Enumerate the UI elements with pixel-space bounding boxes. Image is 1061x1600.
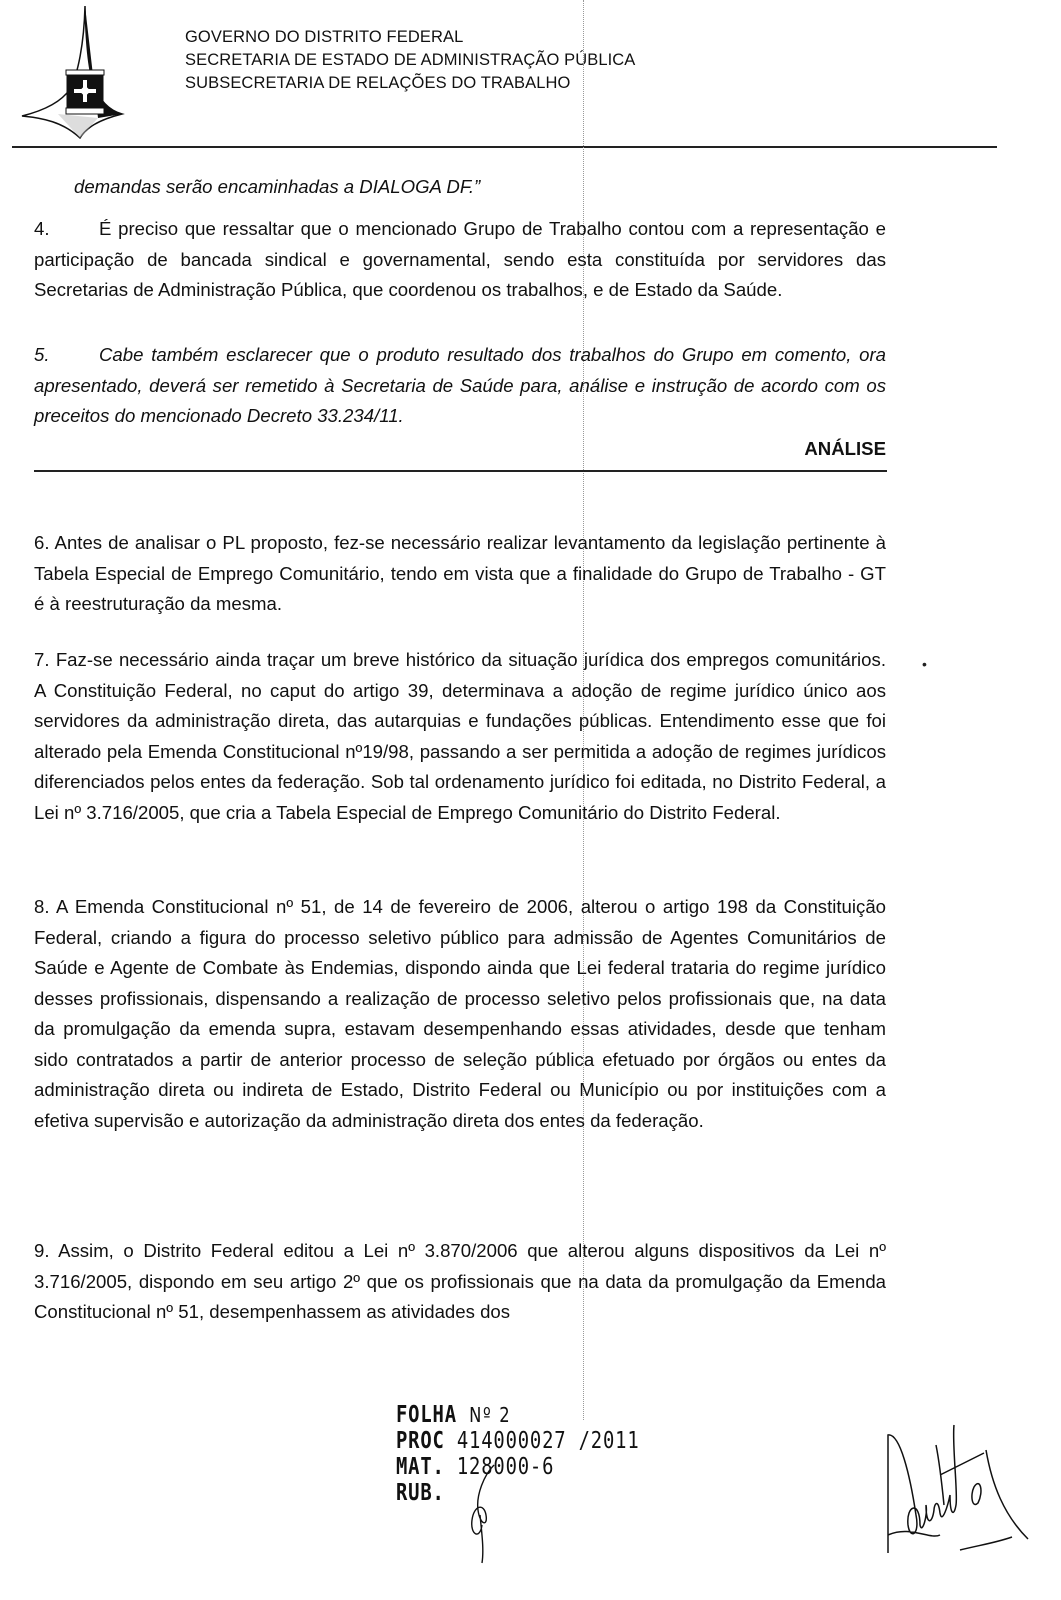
letterhead-line-subsecretariat: SUBSECRETARIA DE RELAÇÕES DO TRABALHO bbox=[185, 74, 571, 92]
paragraph-6 bbox=[34, 528, 886, 620]
paragraph-4 bbox=[34, 214, 886, 306]
stamp-mat-value: 128000-6 bbox=[456, 1454, 555, 1480]
scan-speck: • bbox=[922, 656, 927, 672]
paragraph-8 bbox=[34, 892, 886, 1136]
stamp-proc-value: 414000027 /2011 bbox=[456, 1428, 640, 1454]
stamp-mat-label: MAT. bbox=[396, 1454, 445, 1480]
brasilia-coat-of-arms-icon bbox=[18, 4, 148, 139]
paragraph-text: Antes de analisar o PL proposto, fez-se necessário realizar levantamento da legislação pertinente à Tabela Especial de Emprego Comunitário, tendo em vista que a finalidade do Grupo de Trabalho - GT é à reestruturação da mesma. bbox=[34, 532, 886, 614]
stamp-rub-label: RUB. bbox=[396, 1480, 445, 1506]
stamp-folha-value: Nº 2 bbox=[469, 1403, 512, 1427]
paragraph-5 bbox=[34, 340, 886, 432]
letterhead-line-secretariat: SECRETARIA DE ESTADO DE ADMINISTRAÇÃO PÚBLICA bbox=[185, 51, 636, 69]
stamp-folha-label: FOLHA bbox=[396, 1402, 457, 1428]
paragraph-text: Assim, o Distrito Federal editou a Lei nº 3.870/2006 que alterou alguns dispositivos da Lei nº 3.716/2005, dispondo em seu artigo 2º que os profissionais que na data da promulgação da Emenda Constitucional nº 51, desempenhassem as atividades dos bbox=[34, 1240, 887, 1322]
paragraph-text: Cabe também esclarecer que o produto resultado dos trabalhos do Grupo em comento, ora apresentado, deverá ser remetido à Secretaria de Saúde para, análise e instrução de acordo com os preceitos do mencionado Decreto 33.234/11. bbox=[34, 344, 886, 426]
section-divider bbox=[34, 470, 887, 472]
paragraph-number: 7. bbox=[34, 649, 50, 670]
letterhead bbox=[185, 26, 635, 95]
paragraph-9 bbox=[34, 1236, 886, 1328]
paragraph-7 bbox=[34, 645, 886, 828]
letterhead-line-government: GOVERNO DO DISTRITO FEDERAL bbox=[185, 28, 464, 46]
paragraph-number: 6. bbox=[34, 532, 50, 553]
paragraph-number: 5. bbox=[34, 344, 50, 365]
paragraph-text: É preciso que ressaltar que o mencionado Grupo de Trabalho contou com a representação e participação de bancada sindical e governamental, sendo esta constituída por servidores das Secretarias de Administração Pública, que coordenou os trabalhos, e de Estado da Saúde. bbox=[34, 218, 886, 300]
section-title-analise: ANÁLISE bbox=[804, 438, 886, 459]
paragraph-number: 4. bbox=[34, 218, 50, 239]
paragraph-number: 8. bbox=[34, 896, 50, 917]
handwritten-signature-icon bbox=[880, 1405, 1040, 1565]
stamp-proc-label: PROC bbox=[396, 1428, 445, 1454]
initials-signature-icon bbox=[466, 1455, 506, 1565]
paragraph-text: A Emenda Constitucional nº 51, de 14 de fevereiro de 2006, alterou o artigo 198 da Constituição Federal, criando a figura do processo seletivo público para admissão de Agentes Comunitários de Saúde e Agente de Combate às Endemias, dispondo ainda que Lei federal trataria do regime jurídico desses profissionais, dispensando a realização de processo seletivo pelos profissionais que, na data da promulgação da emenda supra, estavam desempenhando essas atividades, desde que tenham sido contratados a partir de anterior processo de seleção pública efetuado por órgãos ou entes da administração direta ou indireta de Estado, Distrito Federal ou Município ou por instituições com a efetiva supervisão e autorização da administração direta dos entes da federação. bbox=[34, 896, 887, 1131]
paragraph-text: Faz-se necessário ainda traçar um breve histórico da situação jurídica dos empregos comunitários. A Constituição Federal, no caput do artigo 39, determinava a adoção de regime jurídico único aos servidores da administração direta, das autarquias e fundações públicas. Entendimento esse que foi alterado pela Emenda Constitucional nº19/98, passando a ser permitida a adoção de regimes jurídicos diferenciados pelos entes da federação. Sob tal ordenamento jurídico foi editada, no Distrito Federal, a Lei nº 3.716/2005, que cria a Tabela Especial de Emprego Comunitário do Distrito Federal. bbox=[34, 649, 886, 823]
paragraph-number: 9. bbox=[34, 1240, 50, 1261]
quote-continuation bbox=[34, 172, 886, 203]
quote-end-text: demandas serão encaminhadas a DIALOGA DF.” bbox=[74, 176, 481, 197]
header-divider bbox=[12, 146, 997, 148]
protocol-stamp bbox=[396, 1402, 640, 1506]
